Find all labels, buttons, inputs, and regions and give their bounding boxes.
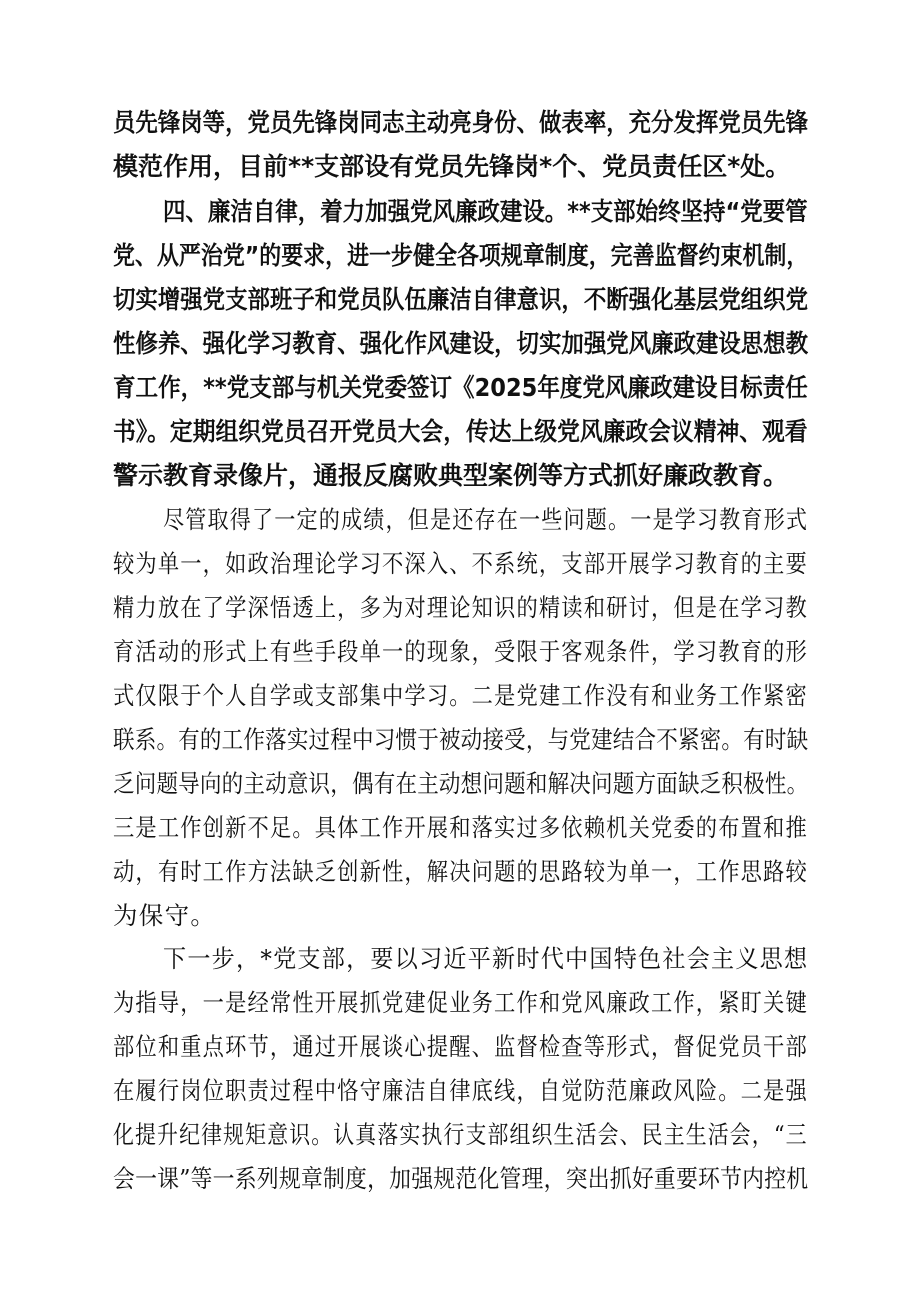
paragraph-4-line-6: 会一课”等一系列规章制度，加强规范化管理，突出抓好重要环节内控机 xyxy=(113,1164,809,1193)
paragraph-3-line-5: 式仅限于个人自学或支部集中学习。二是党建工作没有和业务工作紧密 xyxy=(113,681,808,710)
paragraph-4-line-5: 化提升纪律规矩意识。认真落实执行支部组织生活会、民主生活会，“三 xyxy=(113,1120,808,1149)
paragraph-3-line-2: 较为单一，如政治理论学习不深入、不系统，支部开展学习教育的主要 xyxy=(113,549,808,578)
paragraph-3-line-6: 联系。有的工作落实过程中习惯于被动接受，与党建结合不紧密。有时缺 xyxy=(113,725,809,754)
paragraph-1-line-1: 员先锋岗等，党员先锋岗同志主动亮身份、做表率，充分发挥党员先锋 xyxy=(113,108,809,137)
paragraph-2-line-1: 四、廉洁自律，着力加强党风廉政建设。**支部始终坚持“党要管 xyxy=(163,197,808,226)
paragraph-3-line-10: 为保守。 xyxy=(113,901,217,930)
paragraph-3-line-7: 乏问题导向的主动意识，偶有在主动想问题和解决问题方面缺乏积极性。 xyxy=(113,769,809,798)
paragraph-4-line-2: 为指导，一是经常性开展抓党建促业务工作和党风廉政工作，紧盯关键 xyxy=(113,988,808,1017)
paragraph-2-line-7: 警示教育录像片，通报反腐败典型案例等方式抓好廉政教育。 xyxy=(113,461,789,490)
paragraph-4-line-3: 部位和重点环节，通过开展谈心提醒、监督检查等形式，督促党员干部 xyxy=(113,1032,808,1061)
paragraph-2-line-5: 育工作，**党支部与机关党委签订《2025年度党风廉政建设目标责任 xyxy=(113,373,808,402)
paragraph-4-line-4: 在履行岗位职责过程中恪守廉洁自律底线，自觉防范廉政风险。二是强 xyxy=(113,1076,808,1105)
paragraph-2-line-2: 党、从严治党”的要求，进一步健全各项规章制度，完善监督约束机制， xyxy=(113,241,809,270)
paragraph-2-line-3: 切实增强党支部班子和党员队伍廉洁自律意识，不断强化基层党组织党 xyxy=(113,285,809,314)
paragraph-2-line-6: 书》。定期组织党员召开党员大会，传达上级党风廉政会议精神、观看 xyxy=(113,417,808,446)
paragraph-3-line-1: 尽管取得了一定的成绩，但是还存在一些问题。一是学习教育形式 xyxy=(163,505,809,534)
paragraph-2-line-4: 性修养、强化学习教育、强化作风建设，切实加强党风廉政建设思想教 xyxy=(113,329,809,358)
paragraph-3-line-8: 三是工作创新不足。具体工作开展和落实过多依赖机关党委的布置和推 xyxy=(113,813,808,842)
paragraph-1-line-2: 模范作用，目前**支部设有党员先锋岗*个、党员责任区*处。 xyxy=(113,152,791,181)
paragraph-4-line-1: 下一步，*党支部，要以习近平新时代中国特色社会主义思想 xyxy=(163,944,809,973)
paragraph-3-line-9: 动，有时工作方法缺乏创新性，解决问题的思路较为单一，工作思路较 xyxy=(113,857,808,886)
paragraph-3-line-4: 育活动的形式上有些手段单一的现象，受限于客观条件，学习教育的形 xyxy=(113,637,808,666)
paragraph-3-line-3: 精力放在了学深悟透上，多为对理论知识的精读和研讨，但是在学习教 xyxy=(113,593,808,622)
